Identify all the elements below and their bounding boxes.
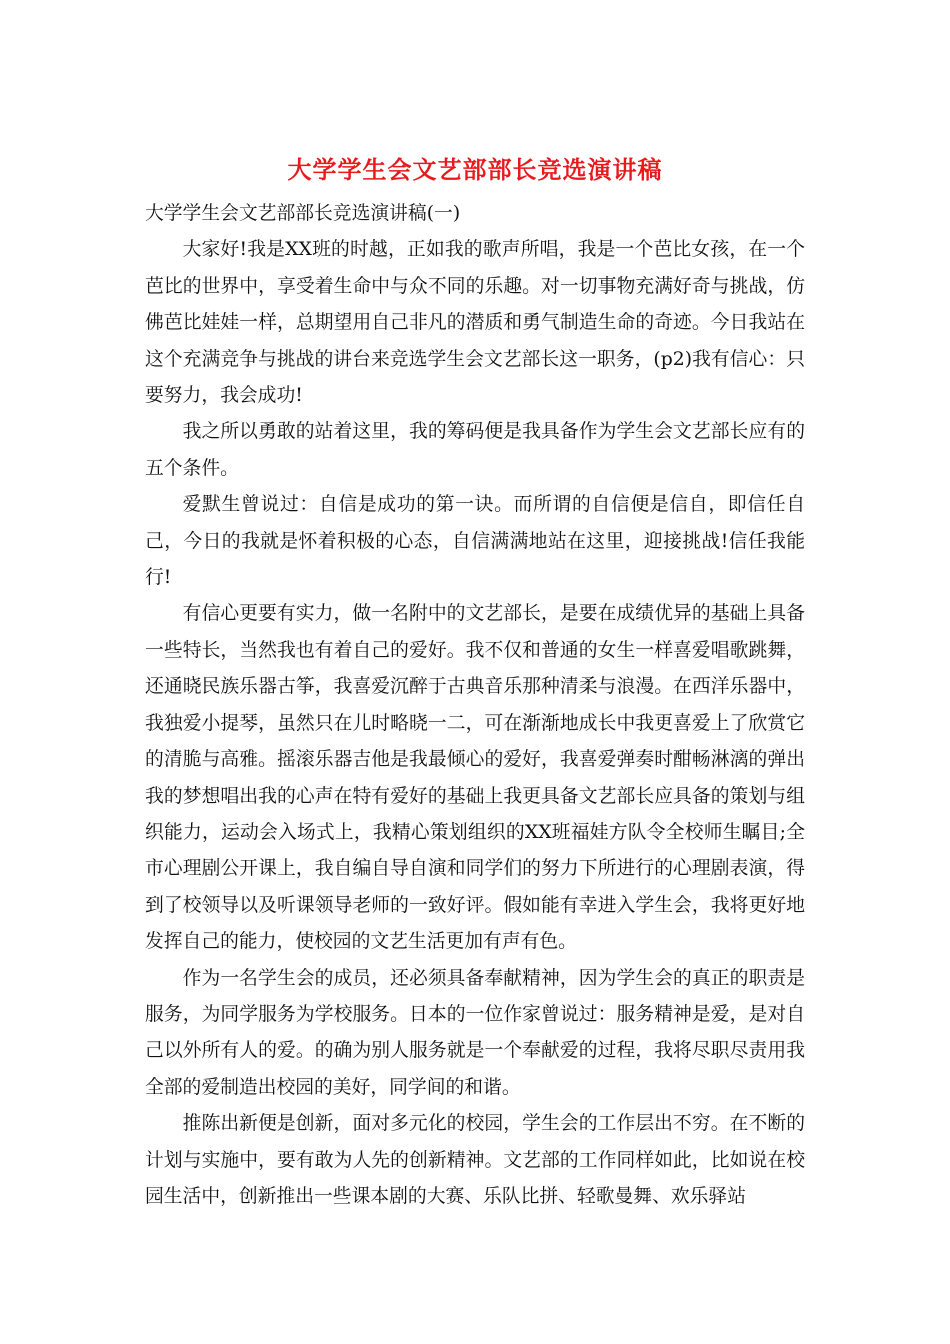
paragraph-confidence: 爱默生曾说过：自信是成功的第一诀。而所谓的自信便是信自，即信任自己，今日的我就是怀着积极的心态，自信满满地站在这里，迎接挑战!信任我能行! [145,494,805,589]
paragraph-ability: 有信心更要有实力，做一名附中的文艺部长，是要在成绩优异的基础上具备一些特长，当然我也有着自己的爱好。我不仅和普通的女生一样喜爱唱歌跳舞，还通晓民族乐器古筝，我喜爱沉醉于古典音乐那种清柔与浪漫。在西洋乐器中，我独爱小提琴，虽然只在儿时略晓一二，可在渐渐地成长中我更喜爱上了欣赏它的清脆与高雅。摇滚乐器吉他是我最倾心的爱好，我喜爱弹奏时酣畅淋漓的弹出我的梦想唱出我的心声在特有爱好的基础上我更具备文艺部长应具备的策划与组织能力，运动会入场式上，我精心策划组织的XX班福娃方队令全校师生瞩目;全市心理剧公开课上，我自编自导自演和同学们的努力下所进行的心理剧表演，得到了校领导以及听课领导老师的一致好评。假如能有幸进入学生会，我将更好地发挥自己的能力，使校园的文艺生活更加有声有色。 [145,603,805,953]
document-subtitle: 大学学生会文艺部部长竞选演讲稿(一) [145,203,461,224]
document-body [145,196,805,1215]
paragraph-intro: 大家好!我是XX班的时越，正如我的歌声所唱，我是一个芭比女孩，在一个芭比的世界中，享受着生命中与众不同的乐趣。对一切事物充满好奇与挑战，仿佛芭比娃娃一样，总期望用自己非凡的潜质和勇气制造生命的奇迹。今日我站在这个充满竞争与挑战的讲台来竞选学生会文艺部长这一职务，(p2)我有信心：只要努力，我会成功! [145,239,805,407]
paragraph-service: 作为一名学生会的成员，还必须具备奉献精神，因为学生会的真正的职责是服务，为同学服务为学校服务。日本的一位作家曾说过：服务精神是爱，是对自己以外所有人的爱。的确为别人服务就是一个奉献爱的过程，我将尽职尽责用我全部的爱制造出校园的美好，同学间的和谐。 [145,967,805,1098]
paragraph-innovation: 推陈出新便是创新，面对多元化的校园，学生会的工作层出不穷。在不断的计划与实施中，要有敢为人先的创新精神。文艺部的工作同样如此，比如说在校园生活中，创新推出一些课本剧的大赛、乐队比拼、轻歌曼舞、欢乐驿站 [145,1113,805,1207]
paragraph-conditions: 我之所以勇敢的站着这里，我的筹码便是我具备作为学生会文艺部长应有的五个条件。 [145,421,805,479]
document-title: 大学学生会文艺部部长竞选演讲稿 [287,155,663,184]
